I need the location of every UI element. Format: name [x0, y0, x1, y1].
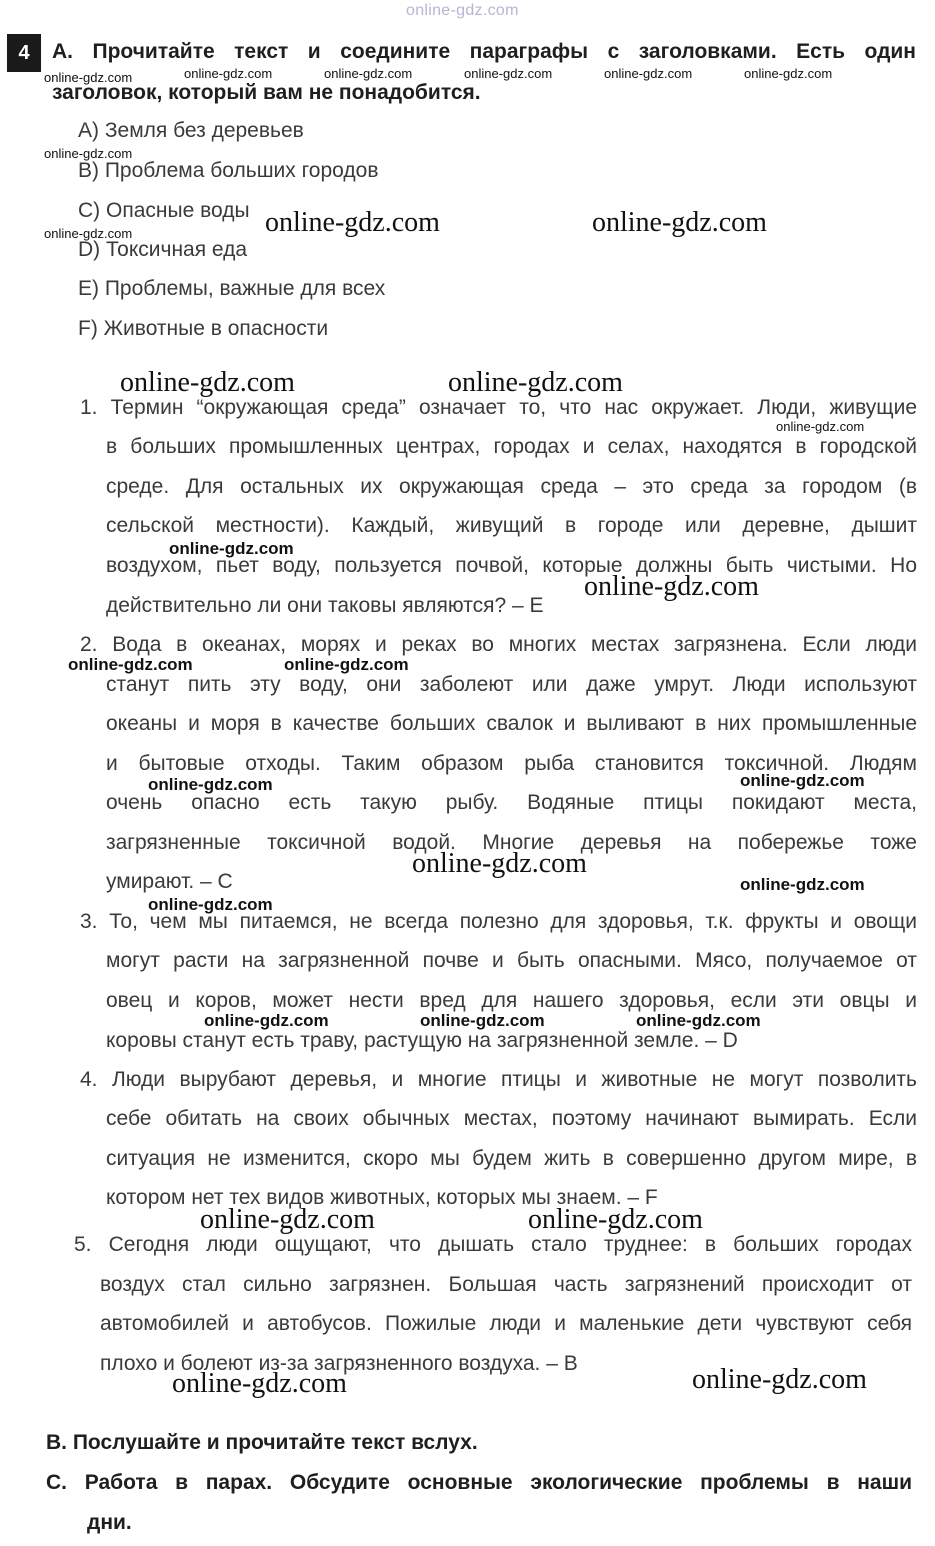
watermark: online-gdz.com	[584, 571, 759, 602]
watermark: online-gdz.com	[528, 1204, 703, 1235]
paragraph-2-line: очень опасно есть такую рыбу. Водяные птицы покидают места,	[106, 791, 917, 814]
paragraph-2-line: 2. Вода в океанах, морях и реках во многих местах загрязнена. Если люди	[80, 633, 917, 656]
watermark: online-gdz.com	[44, 226, 133, 241]
paragraph-3-line: 3. То, чем мы питаемся, не всегда полезно для здоровья, т.к. фрукты и овощи	[80, 910, 917, 933]
watermark: online-gdz.com	[169, 539, 294, 558]
watermark: online-gdz.com	[464, 66, 553, 81]
paragraph-5-line: воздух стал сильно загрязнен. Большая часть загрязнений происходит от	[100, 1273, 912, 1296]
watermark: online-gdz.com	[412, 848, 587, 879]
paragraph-1-line: действительно ли они таковы являются? – E	[106, 594, 544, 617]
task-number-badge: 4	[7, 34, 41, 72]
watermark: online-gdz.com	[448, 367, 623, 398]
watermark: online-gdz.com	[68, 655, 193, 674]
site-header-watermark: online-gdz.com	[406, 2, 519, 19]
task-a-instruction-line2: заголовок, который вам не понадобится.	[52, 81, 481, 104]
heading-option-a: A) Земля без деревьев	[78, 119, 304, 142]
watermark: online-gdz.com	[324, 66, 413, 81]
task-a-instruction-line1: A. Прочитайте текст и соедините параграфы с заголовками. Есть один	[52, 40, 916, 63]
watermark: online-gdz.com	[284, 655, 409, 674]
task-c-instruction-line1: C. Работа в парах. Обсудите основные экологические проблемы в наши	[46, 1471, 912, 1494]
paragraph-1-line: 1. Термин “окружающая среда” означает то, что нас окружает. Люди, живущие	[80, 396, 917, 419]
paragraph-1-line: в больших промышленных центрах, городах и селах, находятся в городской	[106, 435, 917, 458]
paragraph-3-line: овец и коров, может нести вред для нашего здоровья, если эти овцы и	[106, 989, 917, 1012]
paragraph-2-line: станут пить эту воду, они заболеют или даже умрут. Люди используют	[106, 673, 917, 696]
paragraph-3-line: коровы станут есть траву, растущую на загрязненной земле. – D	[106, 1029, 738, 1052]
watermark: online-gdz.com	[204, 1011, 329, 1030]
watermark: online-gdz.com	[44, 146, 133, 161]
watermark: online-gdz.com	[776, 419, 865, 434]
heading-option-b: B) Проблема больших городов	[78, 159, 379, 182]
watermark: online-gdz.com	[148, 775, 273, 794]
watermark: online-gdz.com	[265, 207, 440, 238]
paragraph-4-line: ситуация не изменится, скоро мы будем жить в совершенно другом мире, в	[106, 1147, 917, 1170]
heading-option-e: E) Проблемы, важные для всех	[78, 277, 386, 300]
paragraph-1-line: воздухом, пьет воду, пользуется почвой, которые должны быть чистыми. Но	[106, 554, 917, 577]
paragraph-4-line: котором нет тех видов животных, которых мы знаем. – F	[106, 1186, 658, 1209]
paragraph-1-line: среде. Для остальных их окружающая среда – это среда за городом (в	[106, 475, 917, 498]
paragraph-5-line: 5. Сегодня люди ощущают, что дышать стало труднее: в больших городах	[74, 1233, 912, 1256]
watermark: online-gdz.com	[172, 1368, 347, 1399]
heading-option-d: D) Токсичная еда	[78, 238, 248, 261]
watermark: online-gdz.com	[184, 66, 273, 81]
watermark: online-gdz.com	[740, 875, 865, 894]
task-c-instruction-line2: дни.	[87, 1511, 132, 1534]
paragraph-2-line: загрязненные токсичной водой. Многие деревья на побережье тоже	[106, 831, 917, 854]
task-b-instruction: B. Послушайте и прочитайте текст вслух.	[46, 1431, 478, 1454]
paragraph-2-line: и бытовые отходы. Таким образом рыба становится токсичной. Людям	[106, 752, 917, 775]
watermark: online-gdz.com	[744, 66, 833, 81]
watermark: online-gdz.com	[420, 1011, 545, 1030]
watermark: online-gdz.com	[636, 1011, 761, 1030]
heading-option-f: F) Животные в опасности	[78, 317, 329, 340]
watermark: online-gdz.com	[604, 66, 693, 81]
paragraph-1-line: сельской местности). Каждый, живущий в городе или деревне, дышит	[106, 514, 917, 537]
paragraph-3-line: могут расти на загрязненной почве и быть опасными. Мясо, получаемое от	[106, 949, 917, 972]
paragraph-5-line: плохо и болеют из-за загрязненного воздуха. – B	[100, 1352, 578, 1375]
paragraph-4-line: 4. Люди вырубают деревья, и многие птицы и животные не могут позволить	[80, 1068, 917, 1091]
paragraph-2-line: умирают. – C	[106, 870, 233, 893]
watermark: online-gdz.com	[692, 1364, 867, 1395]
watermark: online-gdz.com	[148, 895, 273, 914]
heading-option-c: C) Опасные воды	[78, 199, 250, 222]
watermark: online-gdz.com	[120, 367, 295, 398]
paragraph-4-line: себе обитать на своих обычных местах, поэтому начинают вымирать. Если	[106, 1107, 917, 1130]
watermark: online-gdz.com	[740, 771, 865, 790]
watermark: online-gdz.com	[592, 207, 767, 238]
watermark: online-gdz.com	[200, 1204, 375, 1235]
paragraph-2-line: океаны и моря в качестве больших свалок и выливают в них промышленные	[106, 712, 917, 735]
watermark: online-gdz.com	[44, 70, 133, 85]
paragraph-5-line: автомобилей и автобусов. Пожилые люди и маленькие дети чувствуют себя	[100, 1312, 912, 1335]
